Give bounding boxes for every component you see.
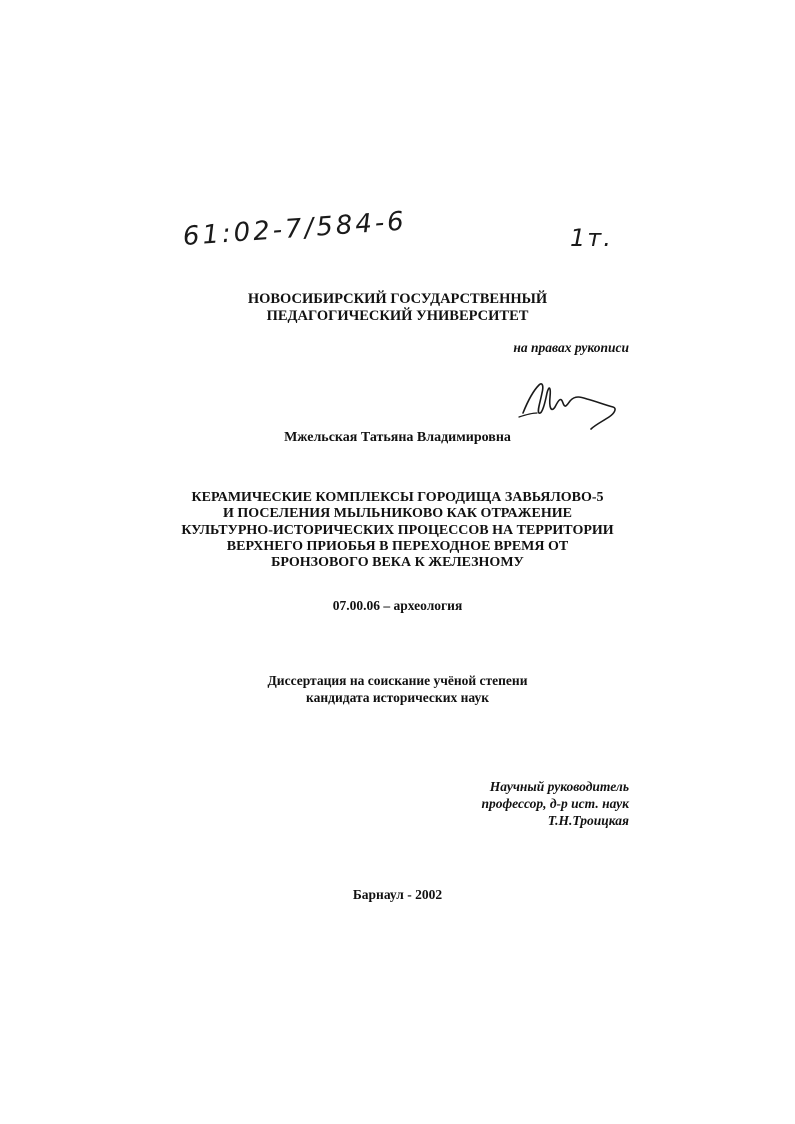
supervisor-role: Научный руководитель [489, 779, 629, 794]
supervisor-rank: профессор, д-р ист. наук [481, 796, 629, 811]
supervisor-block [481, 778, 629, 829]
title-line-5: БРОНЗОВОГО ВЕКА К ЖЕЛЕЗНОМУ [271, 555, 524, 571]
dissertation-title [0, 490, 795, 571]
signature-image [515, 373, 625, 433]
city-and-year: Барнаул - 2002 [352, 887, 443, 902]
institution-name [0, 291, 795, 325]
title-line-4: ВЕРХНЕГО ПРИОБЬЯ В ПЕРЕХОДНОЕ ВРЕМЯ ОТ [226, 538, 569, 554]
manuscript-rights-note: на правах рукописи [513, 340, 629, 355]
title-line-3: КУЛЬТУРНО-ИСТОРИЧЕСКИХ ПРОЦЕССОВ НА ТЕРРИТОРИИ [181, 522, 614, 538]
degree-line-2: кандидата исторических наук [306, 690, 489, 705]
author-name: Мжельская Татьяна Владимировна [284, 430, 511, 445]
title-line-1: КЕРАМИЧЕСКИЕ КОМПЛЕКСЫ ГОРОДИЩА ЗАВЬЯЛОВО-5 [191, 490, 604, 505]
archive-code-handwritten: 61:02-7/584-6 [181, 206, 408, 252]
degree-line-1: Диссертация на соискание учёной степени [267, 673, 528, 688]
title-line-2: И ПОСЕЛЕНИЯ МЫЛЬНИКОВО КАК ОТРАЖЕНИЕ [223, 506, 572, 522]
institution-line-2: ПЕДАГОГИЧЕСКИЙ УНИВЕРСИТЕТ [266, 308, 529, 324]
archive-mark-handwritten: 1т. [570, 224, 613, 252]
specialty-code: 07.00.06 – археология [332, 598, 463, 613]
degree-statement [0, 672, 795, 706]
supervisor-name: Т.Н.Троицкая [547, 813, 629, 828]
institution-line-1: НОВОСИБИРСКИЙ ГОСУДАРСТВЕННЫЙ [247, 291, 548, 307]
